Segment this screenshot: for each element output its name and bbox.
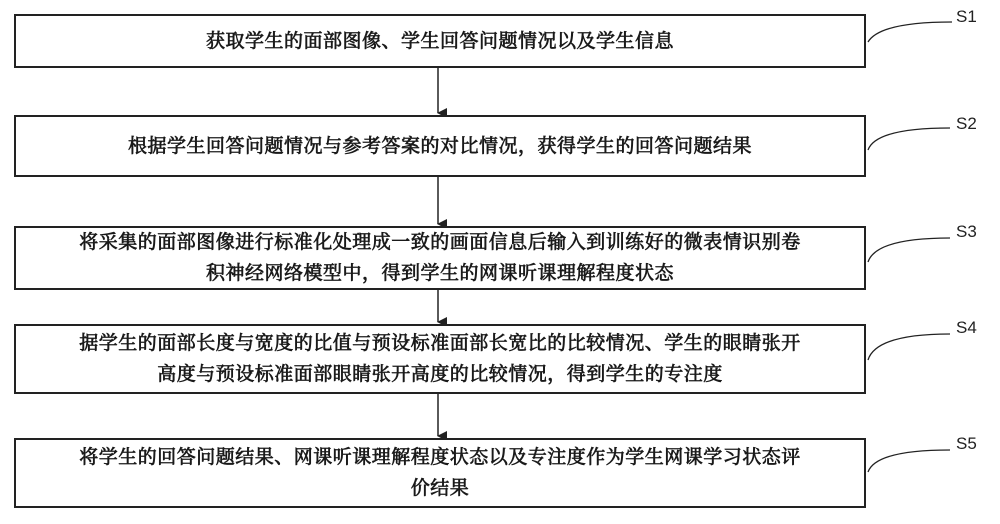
step-text-s1: 获取学生的面部图像、学生回答问题情况以及学生信息 — [205, 29, 674, 52]
step-label-s3: S3 — [956, 222, 977, 241]
step-text-s2: 根据学生回答问题情况与参考答案的对比情况，获得学生的回答问题结果 — [127, 134, 752, 157]
step-box-s1 — [14, 14, 866, 68]
leader-s2 — [868, 128, 950, 150]
leader-s5 — [868, 450, 950, 472]
step-box-s2 — [14, 115, 866, 177]
leader-s4 — [868, 334, 950, 360]
step-text-s4: 据学生的面部长度与宽度的比值与预设标准面部长宽比的比较情况、学生的眼睛张开 高度与预设标准面部眼睛张开高度的比较情况，得到学生的专注度 — [79, 332, 801, 385]
step-label-s5: S5 — [956, 434, 977, 453]
step-label-s2: S2 — [956, 114, 977, 133]
step-text-s5: 将学生的回答问题结果、网课听课理解程度状态以及专注度作为学生网课学习状态评 价结果 — [79, 446, 801, 499]
step-box-s4 — [14, 324, 866, 394]
leader-s1 — [868, 22, 952, 42]
step-label-s4: S4 — [956, 318, 977, 337]
step-box-s3 — [14, 226, 866, 290]
step-text-s3: 将采集的面部图像进行标准化处理成一致的画面信息后输入到训练好的微表情识别卷 积神经网络模型中，得到学生的网课听课理解程度状态 — [79, 231, 801, 284]
step-box-s5 — [14, 438, 866, 508]
leader-s3 — [868, 238, 950, 262]
step-label-s1: S1 — [956, 7, 977, 26]
